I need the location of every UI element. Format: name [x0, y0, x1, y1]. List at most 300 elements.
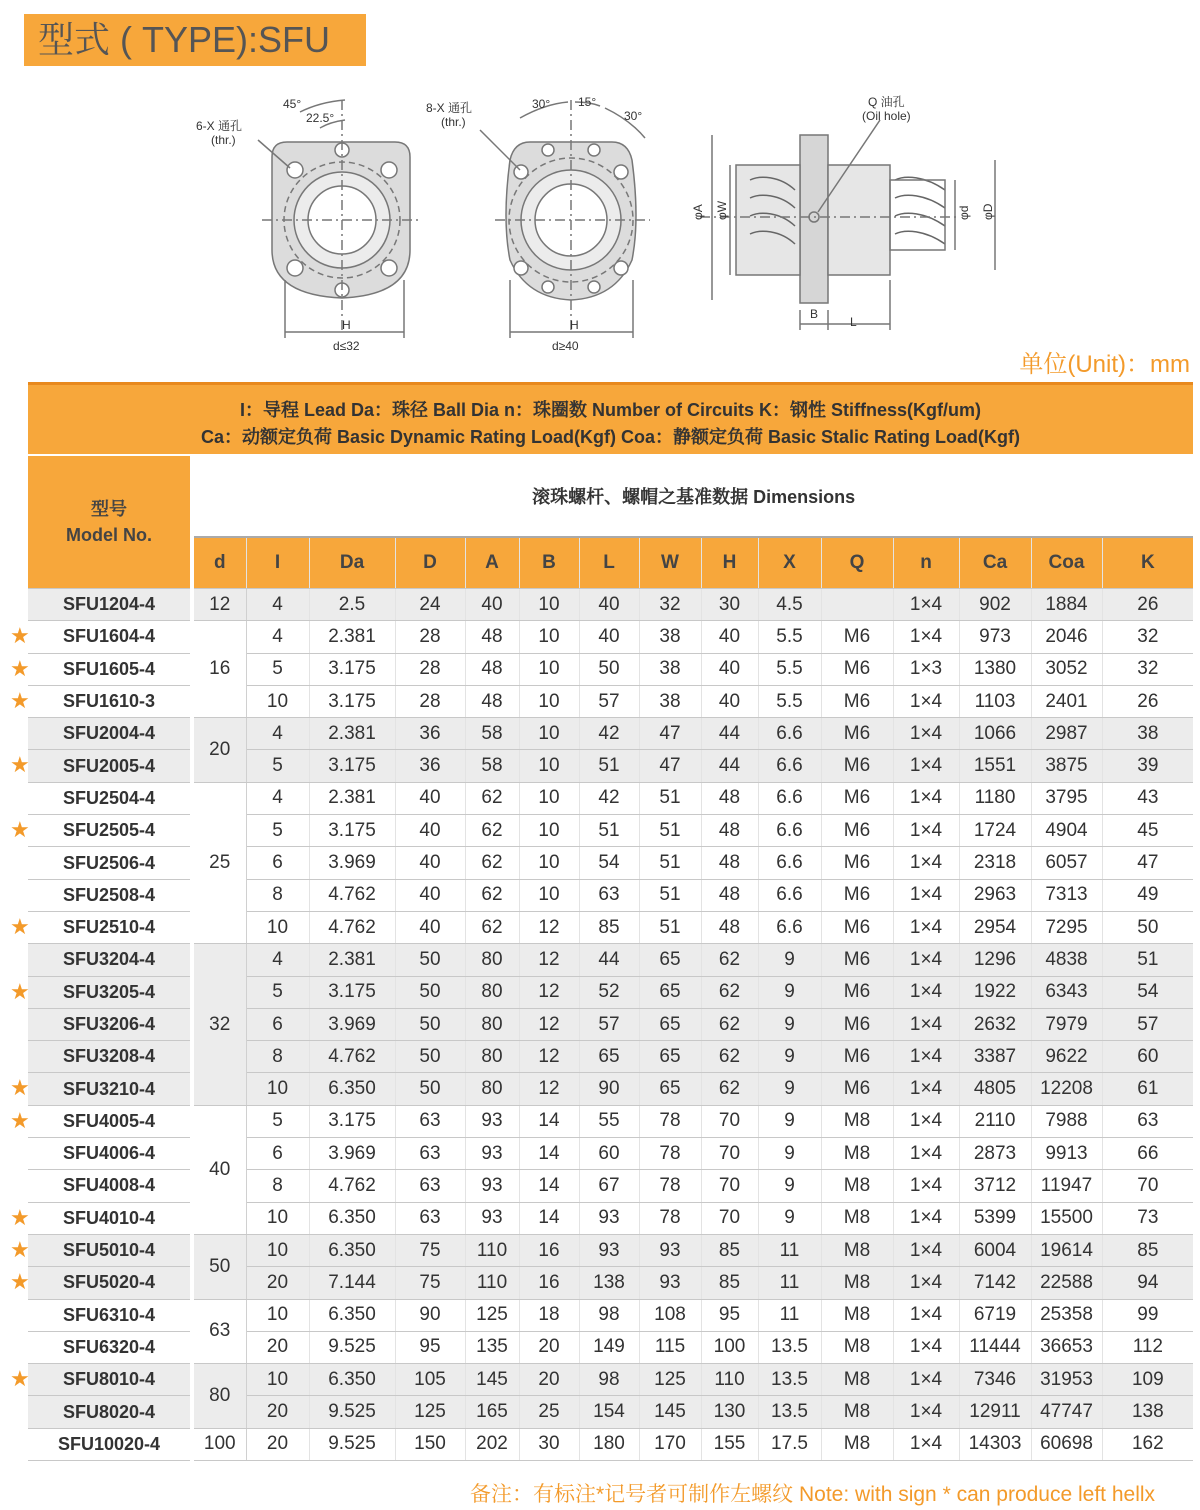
value-cell-n: 1×4	[893, 1267, 959, 1299]
value-cell-d: 95	[395, 1331, 465, 1363]
value-cell-coa: 31953	[1031, 1364, 1102, 1396]
model-cell	[28, 847, 192, 879]
model-name: SFU2504-4	[62, 787, 156, 808]
value-cell-n: 1×4	[893, 1428, 959, 1460]
star-icon: ★	[10, 1366, 30, 1392]
value-cell-b: 10	[519, 653, 579, 685]
value-cell-w: 38	[639, 653, 701, 685]
value-cell-q	[821, 589, 893, 621]
legend-line-1: I：导程 Lead Da：珠径 Ball Dia n：珠圈数 Number of Circuits K：钢性 Stiffness(Kgf/um)	[239, 400, 982, 420]
value-cell-i: 4	[246, 589, 309, 621]
value-cell-da: 3.969	[309, 1008, 395, 1040]
value-cell-i: 5	[246, 1105, 309, 1137]
value-cell-da: 3.175	[309, 815, 395, 847]
value-cell-coa: 15500	[1031, 1202, 1102, 1234]
value-cell-x: 9	[758, 1041, 821, 1073]
value-cell-i: 20	[246, 1396, 309, 1428]
model-name: SFU2004-4	[62, 723, 156, 744]
value-cell-b: 10	[519, 589, 579, 621]
value-cell-w: 51	[639, 847, 701, 879]
value-cell-h: 30	[701, 589, 758, 621]
diameter-cell: 25	[192, 782, 246, 943]
value-cell-w: 51	[639, 879, 701, 911]
value-cell-k: 60	[1102, 1041, 1193, 1073]
value-cell-w: 65	[639, 976, 701, 1008]
value-cell-k: 49	[1102, 879, 1193, 911]
value-cell-coa: 47747	[1031, 1396, 1102, 1428]
value-cell-d: 105	[395, 1364, 465, 1396]
model-cell	[28, 1041, 192, 1073]
value-cell-b: 14	[519, 1170, 579, 1202]
value-cell-n: 1×4	[893, 1364, 959, 1396]
value-cell-i: 20	[246, 1428, 309, 1460]
model-cell	[28, 589, 192, 621]
footnote: 备注：有标注*记号者可制作左螺纹 Note: with sign * can produce left hellx	[470, 1483, 1156, 1506]
value-cell-b: 16	[519, 1267, 579, 1299]
column-header-l: L	[579, 537, 639, 589]
value-cell-n: 1×4	[893, 976, 959, 1008]
table-row	[28, 1299, 1193, 1331]
column-header-coa: Coa	[1031, 537, 1102, 589]
value-cell-a: 145	[465, 1364, 519, 1396]
value-cell-h: 40	[701, 621, 758, 653]
value-cell-l: 42	[579, 718, 639, 750]
value-cell-x: 13.5	[758, 1364, 821, 1396]
value-cell-h: 110	[701, 1364, 758, 1396]
model-cell	[10, 685, 192, 717]
column-header-da: Da	[309, 537, 395, 589]
d-small-label: d≤32	[333, 339, 360, 353]
value-cell-d: 36	[395, 718, 465, 750]
value-cell-k: 138	[1102, 1396, 1193, 1428]
value-cell-ca: 973	[959, 621, 1031, 653]
value-cell-b: 10	[519, 718, 579, 750]
value-cell-da: 4.762	[309, 1041, 395, 1073]
value-cell-ca: 2963	[959, 879, 1031, 911]
value-cell-n: 1×4	[893, 718, 959, 750]
value-cell-k: 85	[1102, 1234, 1193, 1266]
value-cell-d: 28	[395, 685, 465, 717]
model-name: SFU1610-3	[62, 691, 156, 712]
value-cell-n: 1×4	[893, 847, 959, 879]
model-cell	[10, 815, 192, 847]
value-cell-d: 63	[395, 1202, 465, 1234]
value-cell-da: 3.175	[309, 1105, 395, 1137]
value-cell-n: 1×3	[893, 653, 959, 685]
model-name: SFU10020-4	[57, 1433, 161, 1454]
value-cell-k: 51	[1102, 944, 1193, 976]
flange-view-small	[258, 100, 420, 338]
model-cell	[10, 1267, 192, 1299]
column-header-q: Q	[821, 537, 893, 589]
value-cell-k: 32	[1102, 621, 1193, 653]
column-header-b: B	[519, 537, 579, 589]
value-cell-q: M6	[821, 621, 893, 653]
model-cell	[28, 1331, 192, 1363]
value-cell-coa: 4904	[1031, 815, 1102, 847]
value-cell-i: 6	[246, 1138, 309, 1170]
value-cell-da: 9.525	[309, 1428, 395, 1460]
model-header-en: Model No.	[66, 525, 152, 545]
value-cell-k: 99	[1102, 1299, 1193, 1331]
value-cell-b: 16	[519, 1234, 579, 1266]
value-cell-n: 1×4	[893, 750, 959, 782]
diameter-cell: 100	[192, 1428, 246, 1460]
model-name: SFU4008-4	[62, 1175, 156, 1196]
value-cell-l: 40	[579, 589, 639, 621]
angle15-label: 15°	[578, 95, 597, 109]
column-header-k: K	[1102, 537, 1193, 589]
value-cell-da: 9.525	[309, 1396, 395, 1428]
b-label: B	[810, 307, 819, 321]
oil-hole-en-label: (Oil hole)	[862, 109, 911, 123]
holes6-label: 6-X 通孔	[196, 119, 243, 133]
value-cell-q: M8	[821, 1364, 893, 1396]
value-cell-ca: 2632	[959, 1008, 1031, 1040]
value-cell-a: 62	[465, 815, 519, 847]
value-cell-coa: 6057	[1031, 847, 1102, 879]
value-cell-q: M8	[821, 1396, 893, 1428]
value-cell-a: 80	[465, 976, 519, 1008]
value-cell-q: M6	[821, 685, 893, 717]
thr-label-2: (thr.)	[441, 115, 466, 129]
value-cell-q: M8	[821, 1202, 893, 1234]
value-cell-h: 40	[701, 685, 758, 717]
model-cell	[10, 1234, 192, 1266]
value-cell-x: 6.6	[758, 847, 821, 879]
model-name: SFU8020-4	[62, 1401, 156, 1422]
table-row	[28, 1234, 1193, 1266]
h-label-1: H	[342, 318, 351, 332]
page-title: 型式 ( TYPE):SFU	[24, 14, 366, 66]
model-name: SFU1204-4	[62, 594, 156, 615]
star-icon: ★	[10, 1107, 30, 1133]
value-cell-b: 14	[519, 1202, 579, 1234]
value-cell-x: 9	[758, 1138, 821, 1170]
value-cell-ca: 3387	[959, 1041, 1031, 1073]
value-cell-k: 54	[1102, 976, 1193, 1008]
value-cell-q: M8	[821, 1234, 893, 1266]
value-cell-x: 13.5	[758, 1331, 821, 1363]
value-cell-a: 58	[465, 750, 519, 782]
value-cell-l: 138	[579, 1267, 639, 1299]
value-cell-a: 125	[465, 1299, 519, 1331]
model-cell	[28, 1299, 192, 1331]
value-cell-x: 11	[758, 1267, 821, 1299]
value-cell-b: 20	[519, 1364, 579, 1396]
table-row	[28, 718, 1193, 750]
value-cell-ca: 12911	[959, 1396, 1031, 1428]
value-cell-a: 40	[465, 589, 519, 621]
model-cell	[28, 782, 192, 814]
value-cell-a: 48	[465, 653, 519, 685]
value-cell-k: 70	[1102, 1170, 1193, 1202]
value-cell-x: 5.5	[758, 653, 821, 685]
value-cell-q: M8	[821, 1428, 893, 1460]
column-header-n: n	[893, 537, 959, 589]
value-cell-d: 150	[395, 1428, 465, 1460]
value-cell-d: 40	[395, 847, 465, 879]
value-cell-n: 1×4	[893, 1234, 959, 1266]
value-cell-k: 50	[1102, 911, 1193, 943]
value-cell-d: 40	[395, 911, 465, 943]
angle225-label: 22.5°	[306, 111, 335, 125]
value-cell-w: 108	[639, 1299, 701, 1331]
technical-drawings	[0, 80, 1200, 370]
value-cell-coa: 2046	[1031, 621, 1102, 653]
model-name: SFU2005-4	[62, 755, 156, 776]
model-cell	[28, 1138, 192, 1170]
value-cell-n: 1×4	[893, 1073, 959, 1105]
value-cell-da: 3.175	[309, 750, 395, 782]
model-cell	[10, 653, 192, 685]
value-cell-coa: 7988	[1031, 1105, 1102, 1137]
value-cell-i: 4	[246, 782, 309, 814]
value-cell-k: 38	[1102, 718, 1193, 750]
model-name: SFU8010-4	[62, 1369, 156, 1390]
value-cell-k: 26	[1102, 685, 1193, 717]
column-header-h: H	[701, 537, 758, 589]
value-cell-l: 149	[579, 1331, 639, 1363]
value-cell-a: 110	[465, 1234, 519, 1266]
value-cell-x: 6.6	[758, 815, 821, 847]
value-cell-x: 6.6	[758, 750, 821, 782]
star-icon: ★	[10, 1075, 30, 1101]
value-cell-h: 48	[701, 782, 758, 814]
model-name: SFU5010-4	[62, 1240, 156, 1261]
value-cell-n: 1×4	[893, 685, 959, 717]
oil-hole-label: Q 油孔	[868, 95, 905, 109]
value-cell-n: 1×4	[893, 621, 959, 653]
value-cell-d: 75	[395, 1234, 465, 1266]
value-cell-ca: 4805	[959, 1073, 1031, 1105]
value-cell-a: 48	[465, 685, 519, 717]
value-cell-a: 62	[465, 911, 519, 943]
value-cell-l: 63	[579, 879, 639, 911]
value-cell-coa: 3875	[1031, 750, 1102, 782]
value-cell-a: 62	[465, 847, 519, 879]
value-cell-k: 66	[1102, 1138, 1193, 1170]
value-cell-n: 1×4	[893, 815, 959, 847]
value-cell-h: 95	[701, 1299, 758, 1331]
value-cell-a: 93	[465, 1105, 519, 1137]
value-cell-x: 9	[758, 1105, 821, 1137]
value-cell-l: 54	[579, 847, 639, 879]
table-row	[28, 1428, 1193, 1460]
angle45-label: 45°	[283, 97, 302, 111]
value-cell-b: 12	[519, 976, 579, 1008]
value-cell-i: 5	[246, 653, 309, 685]
spec-table	[10, 456, 1193, 1461]
phiW-label: φW	[715, 200, 729, 220]
value-cell-h: 62	[701, 976, 758, 1008]
value-cell-ca: 1922	[959, 976, 1031, 1008]
value-cell-l: 90	[579, 1073, 639, 1105]
value-cell-ca: 3712	[959, 1170, 1031, 1202]
value-cell-a: 80	[465, 1008, 519, 1040]
value-cell-w: 47	[639, 750, 701, 782]
model-cell	[10, 976, 192, 1008]
value-cell-n: 1×4	[893, 1299, 959, 1331]
value-cell-i: 4	[246, 621, 309, 653]
value-cell-d: 28	[395, 621, 465, 653]
value-cell-n: 1×4	[893, 1396, 959, 1428]
model-cell	[28, 718, 192, 750]
model-name: SFU3210-4	[62, 1078, 156, 1099]
value-cell-ca: 6004	[959, 1234, 1031, 1266]
value-cell-i: 6	[246, 1008, 309, 1040]
value-cell-w: 115	[639, 1331, 701, 1363]
value-cell-d: 50	[395, 1073, 465, 1105]
model-name: SFU5020-4	[62, 1272, 156, 1293]
value-cell-coa: 3795	[1031, 782, 1102, 814]
model-name: SFU3206-4	[62, 1014, 156, 1034]
diameter-cell: 50	[192, 1234, 246, 1299]
column-header-d: d	[192, 537, 246, 589]
angle30a-label: 30°	[532, 97, 551, 111]
value-cell-a: 62	[465, 782, 519, 814]
model-cell	[10, 621, 192, 653]
value-cell-h: 100	[701, 1331, 758, 1363]
value-cell-da: 2.5	[309, 589, 395, 621]
value-cell-k: 45	[1102, 815, 1193, 847]
value-cell-x: 9	[758, 944, 821, 976]
thr-label-1: (thr.)	[211, 133, 236, 147]
value-cell-w: 65	[639, 1041, 701, 1073]
value-cell-coa: 6343	[1031, 976, 1102, 1008]
value-cell-x: 11	[758, 1299, 821, 1331]
column-header-w: W	[639, 537, 701, 589]
value-cell-i: 4	[246, 944, 309, 976]
phid-label: φd	[957, 205, 971, 220]
column-header-ca: Ca	[959, 537, 1031, 589]
l-label: L	[850, 315, 857, 329]
value-cell-h: 48	[701, 879, 758, 911]
value-cell-coa: 11947	[1031, 1170, 1102, 1202]
value-cell-q: M8	[821, 1267, 893, 1299]
value-cell-i: 10	[246, 1364, 309, 1396]
value-cell-x: 5.5	[758, 621, 821, 653]
value-cell-ca: 1380	[959, 653, 1031, 685]
value-cell-w: 78	[639, 1105, 701, 1137]
legend-bar	[28, 382, 1193, 454]
value-cell-x: 6.6	[758, 911, 821, 943]
value-cell-w: 51	[639, 911, 701, 943]
value-cell-q: M6	[821, 847, 893, 879]
diameter-cell: 12	[192, 589, 246, 621]
value-cell-da: 4.762	[309, 1170, 395, 1202]
value-cell-d: 24	[395, 589, 465, 621]
value-cell-i: 20	[246, 1331, 309, 1363]
model-name: SFU3205-4	[62, 981, 156, 1002]
value-cell-k: 47	[1102, 847, 1193, 879]
value-cell-da: 6.350	[309, 1234, 395, 1266]
value-cell-h: 70	[701, 1202, 758, 1234]
value-cell-b: 12	[519, 911, 579, 943]
value-cell-d: 40	[395, 815, 465, 847]
value-cell-da: 6.350	[309, 1202, 395, 1234]
value-cell-ca: 1180	[959, 782, 1031, 814]
value-cell-h: 44	[701, 718, 758, 750]
value-cell-l: 51	[579, 750, 639, 782]
value-cell-coa: 2987	[1031, 718, 1102, 750]
column-header-row	[28, 537, 1193, 589]
value-cell-x: 9	[758, 1202, 821, 1234]
value-cell-d: 63	[395, 1105, 465, 1137]
value-cell-coa: 9622	[1031, 1041, 1102, 1073]
model-name: SFU2510-4	[62, 917, 156, 938]
value-cell-h: 70	[701, 1105, 758, 1137]
table-row	[28, 1364, 1193, 1396]
value-cell-q: M6	[821, 1008, 893, 1040]
value-cell-q: M6	[821, 653, 893, 685]
value-cell-ca: 1551	[959, 750, 1031, 782]
value-cell-x: 9	[758, 1008, 821, 1040]
value-cell-b: 14	[519, 1138, 579, 1170]
value-cell-l: 93	[579, 1202, 639, 1234]
value-cell-i: 5	[246, 750, 309, 782]
value-cell-b: 12	[519, 944, 579, 976]
value-cell-da: 3.969	[309, 1138, 395, 1170]
value-cell-q: M6	[821, 815, 893, 847]
value-cell-h: 62	[701, 944, 758, 976]
value-cell-x: 6.6	[758, 879, 821, 911]
legend-line-2: Ca：动额定负荷 Basic Dynamic Rating Load(Kgf) Coa：静额定负荷 Basic Stalic Rating Load(Kgf)	[200, 427, 1021, 447]
value-cell-l: 52	[579, 976, 639, 1008]
value-cell-q: M8	[821, 1105, 893, 1137]
model-name: SFU6320-4	[62, 1336, 156, 1357]
value-cell-h: 48	[701, 815, 758, 847]
value-cell-a: 135	[465, 1331, 519, 1363]
value-cell-h: 130	[701, 1396, 758, 1428]
value-cell-coa: 4838	[1031, 944, 1102, 976]
star-icon: ★	[10, 687, 30, 713]
value-cell-l: 57	[579, 1008, 639, 1040]
model-name: SFU1605-4	[62, 658, 156, 679]
value-cell-q: M6	[821, 879, 893, 911]
value-cell-a: 110	[465, 1267, 519, 1299]
value-cell-b: 14	[519, 1105, 579, 1137]
value-cell-i: 6	[246, 847, 309, 879]
value-cell-ca: 2110	[959, 1105, 1031, 1137]
value-cell-b: 12	[519, 1008, 579, 1040]
column-header-x: X	[758, 537, 821, 589]
value-cell-i: 10	[246, 911, 309, 943]
value-cell-h: 44	[701, 750, 758, 782]
value-cell-n: 1×4	[893, 1170, 959, 1202]
value-cell-n: 1×4	[893, 1008, 959, 1040]
value-cell-coa: 1884	[1031, 589, 1102, 621]
value-cell-n: 1×4	[893, 879, 959, 911]
value-cell-ca: 1296	[959, 944, 1031, 976]
value-cell-n: 1×4	[893, 589, 959, 621]
value-cell-k: 61	[1102, 1073, 1193, 1105]
value-cell-i: 8	[246, 879, 309, 911]
value-cell-h: 70	[701, 1170, 758, 1202]
value-cell-h: 85	[701, 1267, 758, 1299]
value-cell-n: 1×4	[893, 1041, 959, 1073]
star-icon: ★	[10, 978, 30, 1004]
diameter-cell: 16	[192, 621, 246, 718]
star-icon: ★	[10, 817, 30, 843]
value-cell-b: 12	[519, 1041, 579, 1073]
value-cell-k: 162	[1102, 1428, 1193, 1460]
value-cell-h: 40	[701, 653, 758, 685]
value-cell-q: M8	[821, 1170, 893, 1202]
value-cell-da: 4.762	[309, 911, 395, 943]
value-cell-x: 6.6	[758, 718, 821, 750]
value-cell-w: 32	[639, 589, 701, 621]
